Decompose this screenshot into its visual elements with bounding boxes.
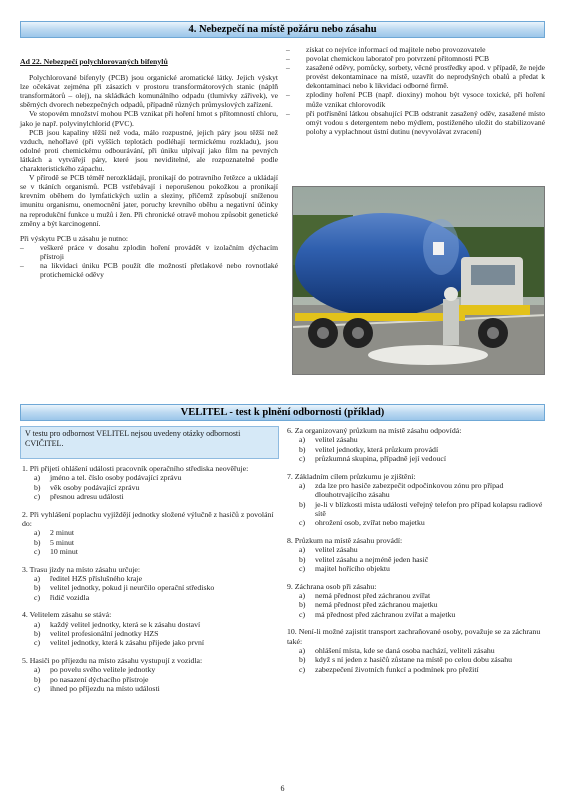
- option-text: zda lze pro hasiče zabezpečit odpočinkovou zónu pro případ dlouhotrvajícího zásahu: [315, 480, 504, 500]
- option-letter: b): [299, 655, 306, 665]
- question: [22, 510, 280, 556]
- option-letter: b): [299, 499, 306, 509]
- pcb-paragraph-4: V přírodě se PCB téměř nerozkládají, pronikají do potravního řetězce a ukládají se v tkáních organismů. PCB vstřebávají i neporušenou pokožkou a pronikají krevním oběhem do lymfatických uzlin a sleziny, přičemž způsobují sníženou imunitu organismu, onemocnění jater, poruchy krevního oběhu a negativní účinky na reprodukční funkce u mužů i žen. Při chronické otravě mohou způsobit genetické změny a být karcinogenní.: [20, 173, 278, 228]
- option-text: nemá přednost před záchranou majetku: [315, 600, 438, 610]
- answer-option: [22, 675, 280, 684]
- pcb-instructions-intro: Při výskytu PCB u zásahu je nutno:: [20, 233, 128, 243]
- question-text: 5. Hasiči po příjezdu na místo zásahu vystupují z vozidla:: [22, 656, 203, 666]
- answer-option: [22, 547, 280, 556]
- option-text: ředitel HZS příslušného kraje: [50, 573, 143, 583]
- option-text: velitel jednotky, pokud ji neurčilo operační středisko: [50, 583, 215, 593]
- option-text: nemá přednost před záchranou zvířat: [315, 590, 431, 600]
- option-text: velitel jednotky, která k zásahu přijede jako první: [50, 638, 205, 648]
- option-text: majitel hořícího objektu: [315, 563, 390, 573]
- option-letter: a): [34, 619, 41, 629]
- option-text: zabezpečení životních funkcí a podmínek pro přežití: [315, 664, 479, 674]
- question-text: 10. Není-li možné zajistit transport zachraňované osoby, považuje se za záchranu také:: [287, 627, 541, 646]
- option-letter: b): [299, 444, 306, 454]
- option-letter: a): [299, 480, 306, 490]
- answer-option: [287, 646, 545, 655]
- answer-option: [22, 574, 280, 583]
- section-title-test: VELITEL - test k plnění odbornosti (příklad): [20, 404, 545, 421]
- option-letter: b): [299, 554, 306, 564]
- bullet-item: – povolat chemickou laboratoř pro potvrzení přítomnosti PCB: [286, 54, 545, 63]
- option-text: má přednost před záchranou zvířat a majetku: [315, 609, 456, 619]
- answer-option: [287, 545, 545, 554]
- option-text: po nasazení dýchacího přístroje: [50, 674, 149, 684]
- answer-option: [287, 481, 545, 500]
- bullet-item: – při potřísnění látkou obsahující PCB odstranit zasažený oděv, zasažené místo omýt vodou s detergentem nebo mýdlem, postiženého uložit do stabilizované polohy a vyplachnout ústní dutinu (nevyvolávat zvracení): [286, 109, 545, 136]
- section-title-hazards: 4. Nebezpečí na místě požáru nebo zásahu: [20, 21, 545, 38]
- option-text: 10 minut: [50, 546, 78, 556]
- page-number: 6: [280, 784, 285, 793]
- option-letter: c): [34, 638, 41, 648]
- option-text: 5 minut: [50, 537, 75, 547]
- answer-option: [287, 610, 545, 619]
- bullet-item: – veškeré práce v dosahu zplodin hoření provádět v izolačním dýchacím přístroji: [20, 243, 278, 261]
- answer-option: [287, 454, 545, 463]
- answer-option: [287, 655, 545, 664]
- tanker-truck-photo: [292, 186, 545, 375]
- questions-left-column: [22, 464, 280, 702]
- answer-option: [287, 435, 545, 444]
- answer-option: [287, 445, 545, 454]
- option-text: průzkumná skupina, případně její vedoucí: [315, 453, 446, 463]
- question: [287, 536, 545, 573]
- answer-option: [287, 591, 545, 600]
- pcb-paragraph-1: Polychlorované bifenyly (PCB) jsou organické aromatické látky. Jejich výskyt lze očekávat zejména při zásazích v prostoru transformátorových stanic (náplň transformátorů – olej), na skládkách komunálního odpadu (tlumivky zářivek), ve sběrných dvorech nebezpečných odpadů, případně různých průmyslových zařízení.: [20, 73, 278, 110]
- answer-option: [287, 665, 545, 674]
- answer-option: [22, 528, 280, 537]
- question-text: 6. Za organizovaný průzkum na místě zásahu odpovídá:: [287, 426, 462, 435]
- option-text: velitel profesionální jednotky HZS: [50, 628, 159, 638]
- option-letter: c): [299, 563, 306, 573]
- option-letter: a): [34, 528, 41, 538]
- option-text: ohrožení osob, zvířat nebo majetku: [315, 518, 425, 528]
- pcb-paragraph-2: Ve stopovém množství mohou PCB vznikat při hoření hmot s přítomností chloru, jako je např. polyvinylchlorid (PVC).: [20, 109, 278, 128]
- option-letter: c): [34, 683, 41, 693]
- option-text: věk osoby podávající zprávu: [50, 482, 140, 492]
- pcb-left-bullets: [20, 243, 278, 279]
- option-text: velitel zásahu: [315, 435, 358, 445]
- question-text: 9. Záchrana osob při zásahu:: [287, 581, 377, 591]
- answer-option: [22, 665, 280, 674]
- question-text: 1. Při přijetí ohlášení události pracovník operačního střediska neověřuje:: [22, 464, 249, 473]
- bullet-item: – zasažené oděvy, pomůcky, sorbety, věcné prostředky apod. v případě, že nejde provést dekontaminace na místě, uzavřít do neprodyšných obalů a předat k dekontaminaci nebo k likvidaci odborné firmě.: [286, 63, 545, 90]
- option-text: když s ní jeden z hasičů zůstane na místě po celou dobu zásahu: [315, 655, 513, 665]
- option-letter: c): [34, 592, 41, 602]
- option-text: ohlášení místa, kde se daná osoba nachází, veliteli zásahu: [315, 645, 495, 655]
- option-letter: a): [34, 665, 41, 675]
- bullet-item: – zplodiny hoření PCB (např. dioxiny) mohou být vysoce toxické, při hoření může vznikat chlorovodík: [286, 90, 545, 108]
- option-letter: a): [34, 473, 41, 483]
- answer-option: [22, 629, 280, 638]
- option-text: po povelu svého velitele jednotky: [50, 665, 156, 675]
- option-letter: c): [299, 664, 306, 674]
- option-text: velitel zásahu a nejméně jeden hasič: [315, 554, 429, 564]
- right-column-pcb: [286, 45, 545, 136]
- answer-option: [22, 593, 280, 602]
- bullet-item: – na likvidaci úniku PCB použít dle možností přetlakové nebo rovnotlaké protichemické oděvy: [20, 261, 278, 279]
- answer-option: [22, 638, 280, 647]
- option-text: řidič vozidla: [50, 592, 90, 602]
- answer-option: [22, 684, 280, 693]
- answer-option: [287, 500, 545, 519]
- pcb-heading: Ad 22. Nebezpečí polychlorovaných bifenylů: [20, 57, 168, 66]
- option-text: 2 minut: [50, 528, 75, 538]
- answer-option: [287, 518, 545, 527]
- question-text: 7. Základním cílem průzkumu je zjištění:: [287, 471, 416, 481]
- option-text: velitel jednotky, která průzkum provádí: [315, 444, 439, 454]
- option-letter: b): [299, 600, 306, 610]
- option-text: každý velitel jednotky, která se k zásahu dostaví: [50, 619, 201, 629]
- question-text: 2. Při vyhlášení poplachu vyjíždějí jednotky složené výlučně z hasičů z povolání do:: [22, 509, 274, 528]
- test-intro-box: V testu pro odbornost VELITEL nejsou uvedeny otázky odbornosti CVIČITEL.: [20, 426, 279, 459]
- question: [287, 582, 545, 619]
- option-letter: c): [299, 609, 306, 619]
- option-letter: a): [299, 545, 306, 555]
- answer-option: [22, 483, 280, 492]
- option-letter: c): [299, 518, 306, 528]
- pcb-right-bullets: [286, 45, 545, 136]
- answer-option: [22, 473, 280, 482]
- question-text: 3. Trasu jízdy na místo zásahu určuje:: [22, 564, 141, 574]
- option-letter: b): [34, 628, 41, 638]
- answer-option: [22, 583, 280, 592]
- left-column-pcb: [20, 57, 278, 279]
- option-letter: b): [34, 537, 41, 547]
- answer-option: [22, 538, 280, 547]
- answer-option: [22, 492, 280, 501]
- option-text: ihned po příjezdu na místo události: [50, 683, 160, 693]
- question-text: 8. Průzkum na místě zásahu provádí:: [287, 535, 403, 545]
- question: [22, 464, 280, 501]
- option-letter: a): [299, 590, 306, 600]
- question: [22, 565, 280, 602]
- option-letter: a): [299, 645, 306, 655]
- option-letter: b): [34, 482, 41, 492]
- option-letter: c): [34, 491, 41, 501]
- option-letter: b): [34, 674, 41, 684]
- answer-option: [287, 600, 545, 609]
- option-letter: c): [299, 453, 306, 463]
- question: [287, 472, 545, 528]
- question: [22, 656, 280, 693]
- answer-option: [22, 620, 280, 629]
- answer-option: [287, 564, 545, 573]
- bullet-item: – získat co nejvíce informací od majitele nebo provozovatele: [286, 45, 545, 54]
- option-letter: a): [34, 573, 41, 583]
- option-letter: b): [34, 583, 41, 593]
- question-text: 4. Velitelem zásahu se stává:: [22, 610, 112, 620]
- question: [22, 610, 280, 647]
- question: [287, 426, 545, 463]
- pcb-paragraph-3: PCB jsou kapaliny těžší než voda, málo rozpustné, jejich páry jsou těžší než vzduch, nehořlavé (při vyšších teplotách podléhají termickému rozkladu), jsou odolné proti chemickému odbourávání, při úniku ulpívají jako film na pevných látkách a vytvářejí páry, které jsou neviditelné, ale rozpoznatelné podle charakteristického zápachu.: [20, 127, 278, 174]
- questions-right-column: [287, 426, 545, 682]
- option-text: jméno a tel. číslo osoby podávající zprávu: [50, 473, 182, 483]
- option-letter: c): [34, 546, 41, 556]
- answer-option: [287, 555, 545, 564]
- option-text: přesnou adresu události: [50, 491, 124, 501]
- option-letter: a): [299, 435, 306, 445]
- option-text: je-li v blízkosti místa události veřejný telefon pro případ kolapsu radiové sítě: [315, 499, 543, 518]
- question: [287, 627, 545, 673]
- option-text: velitel zásahu: [315, 545, 358, 555]
